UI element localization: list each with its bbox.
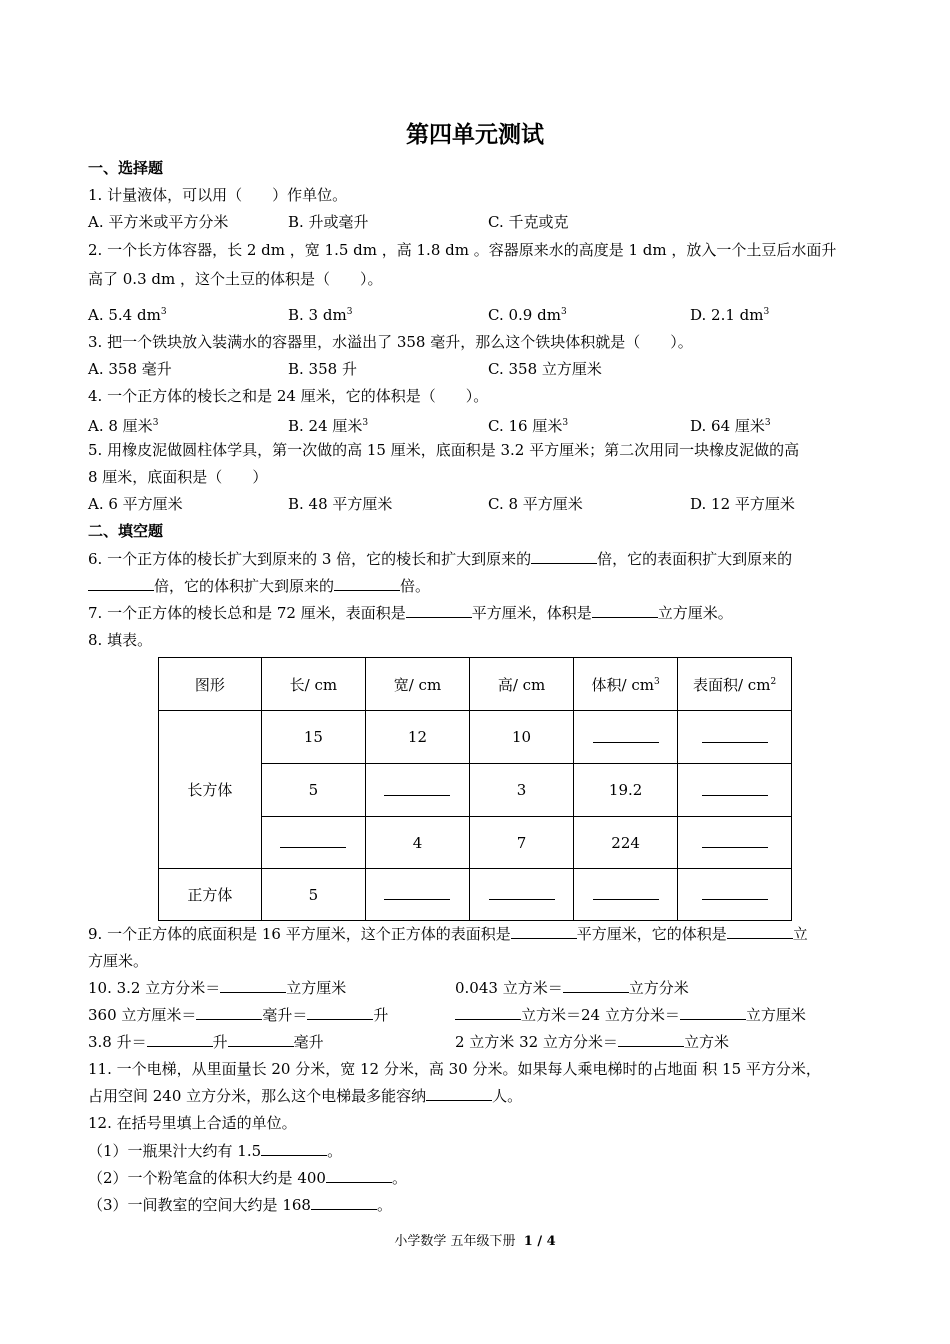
section-choice-heading: 一、选择题 (88, 159, 164, 177)
q2-option-c: C. 0.9 $dm^3$ (488, 306, 567, 324)
header-width: 宽/ cm (365, 658, 469, 711)
q5-option-c: C. 8 平方厘米 (488, 495, 583, 513)
answer-blank[interactable] (406, 603, 472, 618)
q3-option-a: A. 358 毫升 (88, 360, 172, 378)
answer-blank[interactable] (307, 1005, 373, 1020)
table-cell-blank[interactable] (678, 817, 792, 869)
answer-blank[interactable] (220, 978, 286, 993)
answer-blank[interactable] (334, 576, 400, 591)
q2-option-d: D. 2.1 $dm^3$ (690, 306, 770, 324)
table-cell: 4 (365, 817, 469, 869)
q3-option-b: B. 358 升 (288, 360, 357, 378)
q9-line2: 方厘米。 (88, 952, 149, 970)
q12-stem: 12. 在括号里填上合适的单位。 (88, 1114, 297, 1132)
table-cell-blank[interactable] (574, 869, 678, 921)
q5-option-b: B. 48 平方厘米 (288, 495, 393, 513)
answer-blank[interactable] (592, 603, 658, 618)
answer-blank[interactable] (593, 728, 659, 743)
header-shape: 图形 (159, 658, 262, 711)
table-cell-blank[interactable] (678, 711, 792, 764)
page-title: 第四单元测试 (406, 122, 544, 148)
answer-blank[interactable] (326, 1168, 392, 1183)
q12-sub3: （3）一间教室的空间大约是 168 。 (88, 1196, 392, 1214)
page-number: 1 / 4 (523, 1234, 556, 1249)
q11-line2: 占用空间 240 立方分米，那么这个电梯最多能容纳 人。 (88, 1087, 523, 1105)
section-fill-heading: 二、填空题 (88, 522, 164, 540)
q10-a: 10. 3.2 立方分米＝ 立方厘米 (88, 979, 347, 997)
q1-option-a: A. 平方米或平方分米 (88, 213, 229, 231)
table-cell: 5 (261, 764, 365, 817)
answer-blank[interactable] (511, 924, 577, 939)
header-height: 高/ cm (470, 658, 574, 711)
table-cell: 19.2 (574, 764, 678, 817)
table-row (159, 869, 792, 921)
q7-line: 7. 一个正方体的棱长总和是 72 厘米，表面积是 平方厘米，体积是 立方厘米。 (88, 604, 733, 622)
table-cell: 10 (470, 711, 574, 764)
q2-option-a: A. 5.4 $dm^3$ (88, 306, 167, 324)
answer-blank[interactable] (680, 1005, 746, 1020)
q4-option-b: B. 24 厘米$^3$ (288, 417, 369, 435)
header-length: 长/ cm (261, 658, 365, 711)
q6-line2: 倍，它的体积扩大到原来的 倍。 (88, 576, 430, 596)
header-volume: 体积/ $cm^3$ (574, 658, 678, 711)
answer-blank[interactable] (702, 885, 768, 900)
table-cell: 7 (470, 817, 574, 869)
answer-blank[interactable] (384, 885, 450, 900)
table-cell: 5 (261, 869, 365, 921)
shape-cuboid-label: 长方体 (159, 711, 262, 869)
table-cell: 224 (574, 817, 678, 869)
q5-stem-line2: 8 厘米，底面积是（ ） (88, 468, 268, 486)
answer-blank[interactable] (563, 978, 629, 993)
table-cell-blank[interactable] (365, 869, 469, 921)
page-footer: 小学数学 五年级下册 1 / 4 (394, 1234, 556, 1249)
answer-blank[interactable] (384, 781, 450, 796)
table-cell-blank[interactable] (261, 817, 365, 869)
table-cell-blank[interactable] (678, 764, 792, 817)
q2-stem-line1: 2. 一个长方体容器，长 2 dm ，宽 1.5 dm ，高 1.8 dm 。容器原来水的高度是 1 dm ，放入一个土豆后水面升 (88, 241, 837, 259)
answer-blank[interactable] (489, 885, 555, 900)
q4-option-c: C. 16 厘米$^3$ (488, 417, 569, 435)
table-row (159, 711, 792, 764)
q5-option-d: D. 12 平方厘米 (690, 495, 795, 513)
table-cell-blank[interactable] (678, 869, 792, 921)
answer-blank[interactable] (311, 1195, 377, 1210)
q1-option-c: C. 千克或克 (488, 213, 569, 231)
q3-option-c: C. 358 立方厘米 (488, 360, 602, 378)
q11-line1: 11. 一个电梯，从里面量长 20 分米，宽 12 分米，高 30 分米。如果每人乘电梯时的占地面 积 15 平方分米， (88, 1060, 821, 1078)
shape-cube-label: 正方体 (159, 869, 262, 921)
q1-stem: 1. 计量液体，可以用（ ）作单位。 (88, 186, 348, 204)
answer-blank[interactable] (702, 781, 768, 796)
q6-line1: 6. 一个正方体的棱长扩大到原来的 3 倍，它的棱长和扩大到原来的 倍，它的表面积扩大到原来的 (88, 550, 793, 568)
answer-blank[interactable] (280, 833, 346, 848)
q10-e: 3.8 升＝ 升 毫升 (88, 1033, 324, 1051)
q1-option-b: B. 升或毫升 (288, 213, 369, 231)
q10-c: 360 立方厘米＝ 毫升＝ 升 (88, 1006, 389, 1024)
table-cell-blank[interactable] (470, 869, 574, 921)
answer-blank[interactable] (727, 924, 793, 939)
answer-blank[interactable] (702, 833, 768, 848)
answer-blank[interactable] (228, 1032, 294, 1047)
q5-option-a: A. 6 平方厘米 (88, 495, 183, 513)
fill-table (158, 657, 792, 921)
table-cell: 15 (261, 711, 365, 764)
header-surface-area: 表面积/ $cm^2$ (678, 658, 792, 711)
q4-option-a: A. 8 厘米$^3$ (88, 417, 159, 435)
q10-f: 2 立方米 32 立方分米＝ 立方米 (455, 1033, 729, 1051)
answer-blank[interactable] (455, 1005, 521, 1020)
table-cell-blank[interactable] (365, 764, 469, 817)
answer-blank[interactable] (426, 1086, 492, 1101)
answer-blank[interactable] (196, 1005, 262, 1020)
answer-blank[interactable] (88, 576, 154, 591)
table-header-row (159, 658, 792, 711)
q12-sub2: （2）一个粉笔盒的体积大约是 400 。 (88, 1169, 407, 1187)
q5-stem-line1: 5. 用橡皮泥做圆柱体学具，第一次做的高 15 厘米，底面积是 3.2 平方厘米；第二次用同一块橡皮泥做的高 (88, 441, 800, 459)
answer-blank[interactable] (147, 1032, 213, 1047)
q4-option-d: D. 64 厘米$^3$ (690, 417, 771, 435)
q10-d: 立方米＝24 立方分米＝ 立方厘米 (455, 1005, 806, 1025)
q10-b: 0.043 立方米＝ 立方分米 (455, 979, 689, 997)
q4-stem: 4. 一个正方体的棱长之和是 24 厘米，它的体积是（ ）。 (88, 387, 489, 405)
answer-blank[interactable] (261, 1141, 327, 1156)
q9-line1: 9. 一个正方体的底面积是 16 平方厘米，这个正方体的表面积是 平方厘米，它的体积是 立 (88, 925, 808, 943)
answer-blank[interactable] (531, 549, 597, 564)
table-cell: 3 (470, 764, 574, 817)
table-cell-blank[interactable] (574, 711, 678, 764)
answer-blank[interactable] (702, 728, 768, 743)
table-cell: 12 (365, 711, 469, 764)
q2-option-b: B. 3 $dm^3$ (288, 306, 353, 324)
q3-stem: 3. 把一个铁块放入装满水的容器里，水溢出了 358 毫升，那么这个铁块体积就是（ ）。 (88, 333, 693, 351)
answer-blank[interactable] (618, 1032, 684, 1047)
q12-sub1: （1）一瓶果汁大约有 1.5 。 (88, 1142, 343, 1160)
q8-stem: 8. 填表。 (88, 631, 153, 649)
answer-blank[interactable] (593, 885, 659, 900)
q2-stem-line2: 高了 0.3 dm ，这个土豆的体积是（ ）。 (88, 270, 383, 288)
